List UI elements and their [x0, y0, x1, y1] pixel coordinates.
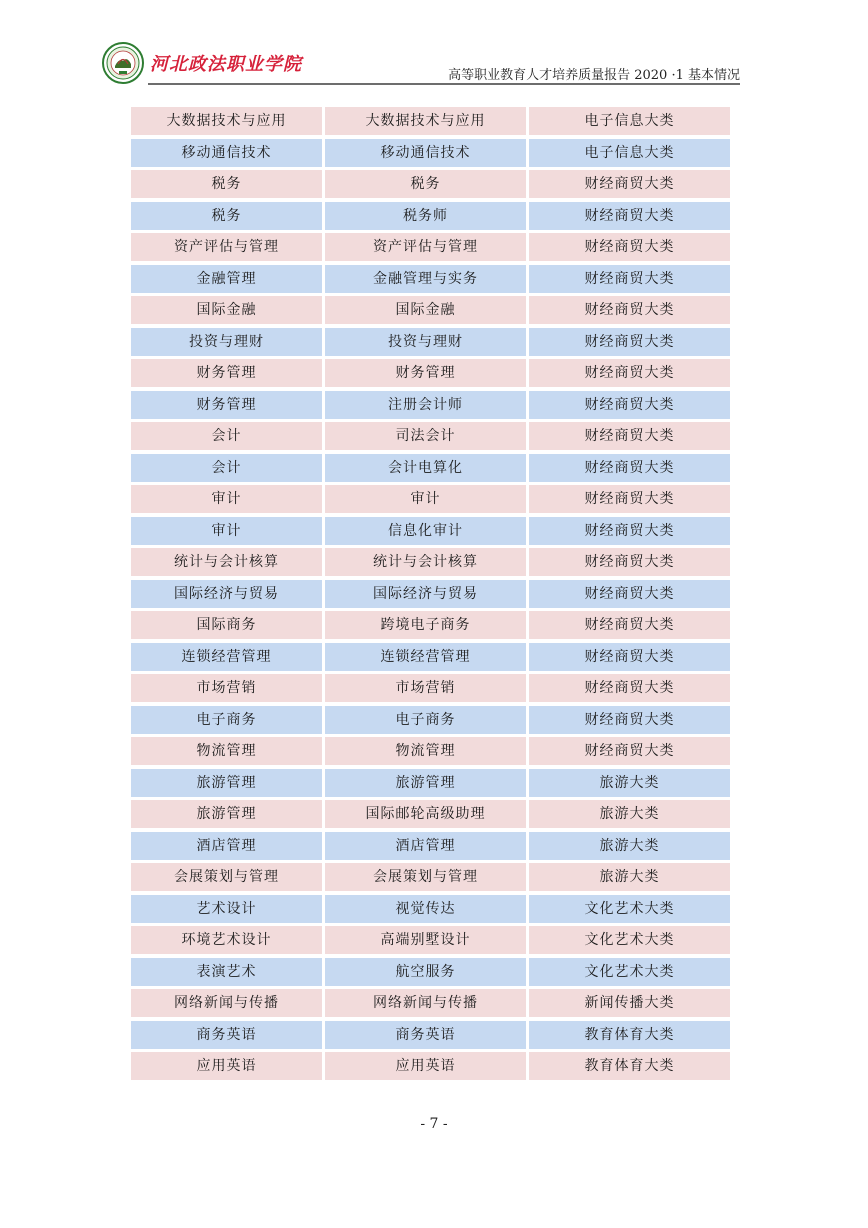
table-row: [131, 139, 733, 167]
major-name-cell: 会计: [131, 454, 322, 482]
report-header-title: 高等职业教育人才培养质量报告 2020 ·1 基本情况: [448, 68, 740, 83]
major-name-cell: 大数据技术与应用: [131, 107, 322, 135]
major-name-cell: 国际金融: [131, 296, 322, 324]
major-category-cell: 财经商贸大类: [529, 674, 730, 702]
major-table: [131, 107, 733, 1084]
major-name-cell: 税务: [131, 202, 322, 230]
major-category-cell: 财经商贸大类: [529, 202, 730, 230]
major-category-cell: 财经商贸大类: [529, 170, 730, 198]
major-direction-cell: 投资与理财: [325, 328, 526, 356]
table-row: [131, 202, 733, 230]
major-category-cell: 财经商贸大类: [529, 643, 730, 671]
header-divider: [148, 83, 740, 85]
major-name-cell: 环境艺术设计: [131, 926, 322, 954]
major-direction-cell: 司法会计: [325, 422, 526, 450]
major-direction-cell: 高端别墅设计: [325, 926, 526, 954]
major-name-cell: 电子商务: [131, 706, 322, 734]
table-row: [131, 328, 733, 356]
major-direction-cell: 会计电算化: [325, 454, 526, 482]
major-direction-cell: 网络新闻与传播: [325, 989, 526, 1017]
major-category-cell: 财经商贸大类: [529, 485, 730, 513]
major-name-cell: 移动通信技术: [131, 139, 322, 167]
major-direction-cell: 会展策划与管理: [325, 863, 526, 891]
table-row: [131, 1052, 733, 1080]
major-direction-cell: 资产评估与管理: [325, 233, 526, 261]
major-name-cell: 物流管理: [131, 737, 322, 765]
major-category-cell: 财经商贸大类: [529, 737, 730, 765]
major-category-cell: 财经商贸大类: [529, 580, 730, 608]
table-row: [131, 170, 733, 198]
major-name-cell: 市场营销: [131, 674, 322, 702]
major-name-cell: 商务英语: [131, 1021, 322, 1049]
major-direction-cell: 跨境电子商务: [325, 611, 526, 639]
major-name-cell: 投资与理财: [131, 328, 322, 356]
table-row: [131, 926, 733, 954]
major-category-cell: 旅游大类: [529, 863, 730, 891]
major-direction-cell: 国际邮轮高级助理: [325, 800, 526, 828]
major-name-cell: 财务管理: [131, 391, 322, 419]
table-row: [131, 895, 733, 923]
table-row: [131, 391, 733, 419]
major-category-cell: 财经商贸大类: [529, 548, 730, 576]
major-name-cell: 国际商务: [131, 611, 322, 639]
major-direction-cell: 信息化审计: [325, 517, 526, 545]
page-number: - 7 -: [420, 1116, 448, 1132]
major-name-cell: 会计: [131, 422, 322, 450]
major-name-cell: 统计与会计核算: [131, 548, 322, 576]
table-row: [131, 706, 733, 734]
major-name-cell: 审计: [131, 517, 322, 545]
major-category-cell: 文化艺术大类: [529, 895, 730, 923]
major-category-cell: 财经商贸大类: [529, 328, 730, 356]
table-row: [131, 233, 733, 261]
major-category-cell: 财经商贸大类: [529, 359, 730, 387]
major-direction-cell: 酒店管理: [325, 832, 526, 860]
major-category-cell: 教育体育大类: [529, 1052, 730, 1080]
major-category-cell: 电子信息大类: [529, 107, 730, 135]
major-category-cell: 财经商贸大类: [529, 422, 730, 450]
major-direction-cell: 大数据技术与应用: [325, 107, 526, 135]
table-row: [131, 737, 733, 765]
major-direction-cell: 国际金融: [325, 296, 526, 324]
major-name-cell: 连锁经营管理: [131, 643, 322, 671]
major-name-cell: 表演艺术: [131, 958, 322, 986]
major-category-cell: 文化艺术大类: [529, 926, 730, 954]
table-row: [131, 517, 733, 545]
table-row: [131, 454, 733, 482]
major-category-cell: 财经商贸大类: [529, 296, 730, 324]
major-category-cell: 旅游大类: [529, 769, 730, 797]
major-direction-cell: 金融管理与实务: [325, 265, 526, 293]
major-category-cell: 财经商贸大类: [529, 233, 730, 261]
major-direction-cell: 税务师: [325, 202, 526, 230]
major-category-cell: 教育体育大类: [529, 1021, 730, 1049]
major-name-cell: 旅游管理: [131, 769, 322, 797]
table-row: [131, 989, 733, 1017]
table-row: [131, 422, 733, 450]
major-category-cell: 财经商贸大类: [529, 391, 730, 419]
major-direction-cell: 商务英语: [325, 1021, 526, 1049]
major-name-cell: 审计: [131, 485, 322, 513]
major-direction-cell: 电子商务: [325, 706, 526, 734]
table-row: [131, 958, 733, 986]
table-row: [131, 359, 733, 387]
major-name-cell: 旅游管理: [131, 800, 322, 828]
table-row: [131, 863, 733, 891]
major-direction-cell: 移动通信技术: [325, 139, 526, 167]
major-category-cell: 新闻传播大类: [529, 989, 730, 1017]
table-row: [131, 800, 733, 828]
major-name-cell: 金融管理: [131, 265, 322, 293]
major-category-cell: 财经商贸大类: [529, 265, 730, 293]
major-name-cell: 国际经济与贸易: [131, 580, 322, 608]
table-row: [131, 832, 733, 860]
major-direction-cell: 视觉传达: [325, 895, 526, 923]
major-direction-cell: 财务管理: [325, 359, 526, 387]
major-direction-cell: 航空服务: [325, 958, 526, 986]
table-row: [131, 643, 733, 671]
major-direction-cell: 旅游管理: [325, 769, 526, 797]
major-category-cell: 电子信息大类: [529, 139, 730, 167]
major-direction-cell: 市场营销: [325, 674, 526, 702]
major-name-cell: 资产评估与管理: [131, 233, 322, 261]
major-category-cell: 财经商贸大类: [529, 706, 730, 734]
major-direction-cell: 物流管理: [325, 737, 526, 765]
table-row: [131, 1021, 733, 1049]
table-row: [131, 674, 733, 702]
table-row: [131, 296, 733, 324]
table-row: [131, 580, 733, 608]
major-category-cell: 文化艺术大类: [529, 958, 730, 986]
table-row: [131, 265, 733, 293]
college-emblem-icon: [102, 42, 144, 84]
page-header: [100, 40, 740, 86]
major-name-cell: 应用英语: [131, 1052, 322, 1080]
major-direction-cell: 注册会计师: [325, 391, 526, 419]
major-name-cell: 酒店管理: [131, 832, 322, 860]
table-row: [131, 769, 733, 797]
major-name-cell: 财务管理: [131, 359, 322, 387]
major-name-cell: 网络新闻与传播: [131, 989, 322, 1017]
major-direction-cell: 审计: [325, 485, 526, 513]
table-row: [131, 107, 733, 135]
major-name-cell: 艺术设计: [131, 895, 322, 923]
major-name-cell: 会展策划与管理: [131, 863, 322, 891]
major-name-cell: 税务: [131, 170, 322, 198]
major-category-cell: 旅游大类: [529, 832, 730, 860]
college-logo-text: 河北政法职业学院: [150, 54, 302, 75]
table-row: [131, 611, 733, 639]
major-category-cell: 财经商贸大类: [529, 454, 730, 482]
major-direction-cell: 税务: [325, 170, 526, 198]
major-direction-cell: 应用英语: [325, 1052, 526, 1080]
major-direction-cell: 连锁经营管理: [325, 643, 526, 671]
major-category-cell: 旅游大类: [529, 800, 730, 828]
table-row: [131, 485, 733, 513]
major-direction-cell: 统计与会计核算: [325, 548, 526, 576]
major-category-cell: 财经商贸大类: [529, 517, 730, 545]
major-direction-cell: 国际经济与贸易: [325, 580, 526, 608]
major-category-cell: 财经商贸大类: [529, 611, 730, 639]
table-row: [131, 548, 733, 576]
